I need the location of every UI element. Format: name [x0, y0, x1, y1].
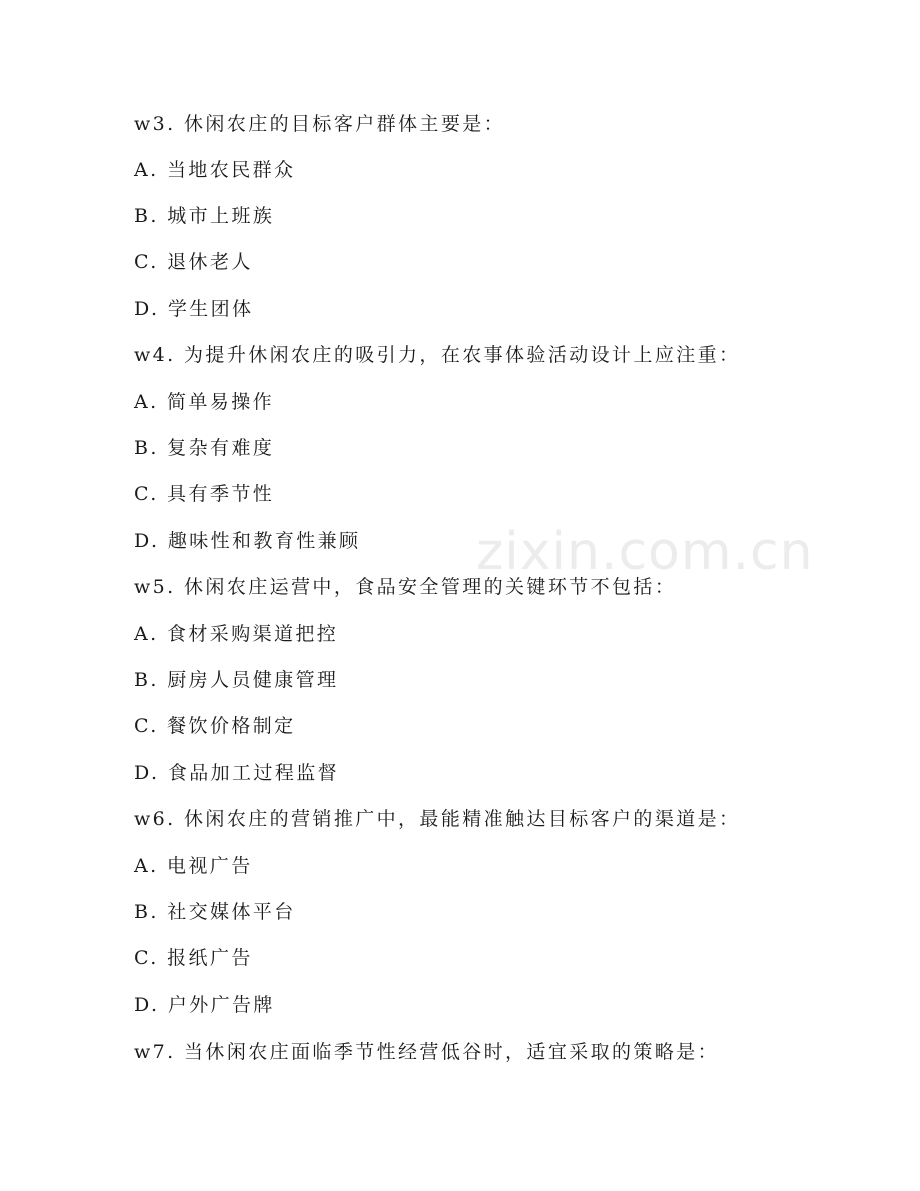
question-option: D. 学生团体 — [134, 298, 254, 320]
question-option: A. 电视广告 — [134, 855, 253, 877]
question-prompt: w6. 休闲农庄的营销推广中，最能精准触达目标客户的渠道是： — [134, 808, 741, 830]
question-option: C. 餐饮价格制定 — [134, 715, 296, 737]
question-option: A. 简单易操作 — [134, 391, 275, 413]
question-prompt: w7. 当休闲农庄面临季节性经营低谷时，适宜采取的策略是： — [134, 1041, 720, 1063]
question-option: D. 趣味性和教育性兼顾 — [134, 530, 361, 552]
question-option: C. 退休老人 — [134, 251, 253, 273]
question-option: C. 报纸广告 — [134, 947, 253, 969]
question-option: D. 户外广告牌 — [134, 994, 275, 1016]
question-option: A. 当地农民群众 — [134, 159, 296, 181]
question-option: A. 食材采购渠道把控 — [134, 623, 339, 645]
question-prompt: w4. 为提升休闲农庄的吸引力，在农事体验活动设计上应注重： — [134, 344, 741, 366]
question-option: D. 食品加工过程监督 — [134, 762, 340, 784]
question-option: B. 城市上班族 — [134, 205, 275, 227]
question-prompt: w5. 休闲农庄运营中，食品安全管理的关键环节不包括： — [134, 576, 677, 598]
question-option: B. 社交媒体平台 — [134, 901, 296, 923]
question-option: B. 厨房人员健康管理 — [134, 669, 339, 691]
question-option: B. 复杂有难度 — [134, 437, 275, 459]
question-option: C. 具有季节性 — [134, 483, 275, 505]
question-prompt: w3. 休闲农庄的目标客户群体主要是： — [134, 113, 506, 135]
watermark: zixin.com.cn — [476, 522, 814, 582]
